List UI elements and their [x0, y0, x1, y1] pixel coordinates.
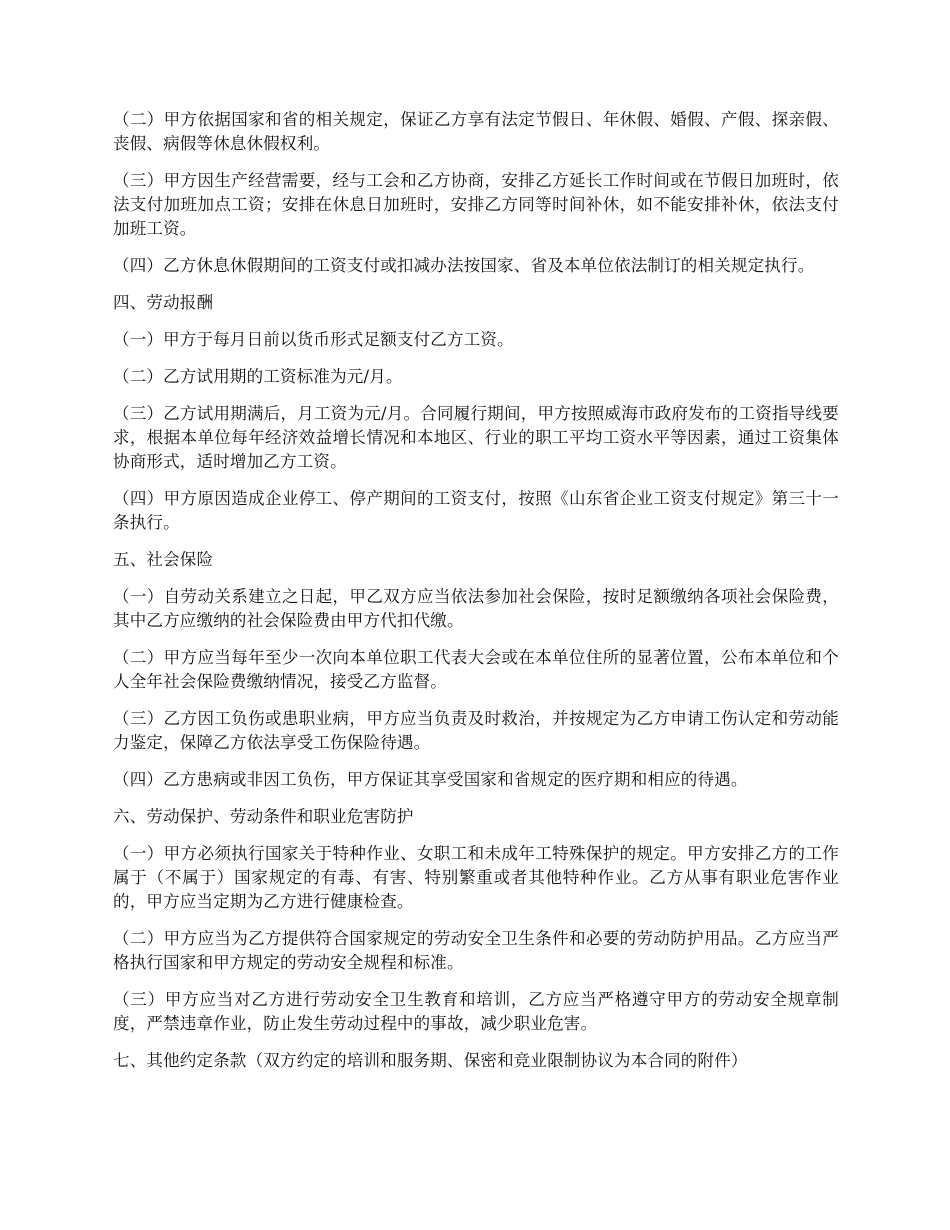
section-heading: 四、劳动报酬	[113, 293, 214, 312]
paragraph: （二）甲方依据国家和省的相关规定，保证乙方享有法定节假日、年休假、婚假、产假、探亲假、丧假、病假等休息休假权利。	[113, 110, 839, 153]
paragraph: （三）甲方因生产经营需要，经与工会和乙方协商，安排乙方延长工作时间或在节假日加班时，依法支付加班加点工资；安排在休息日加班时，安排乙方同等时间补休，如不能安排补休，依法支付加班工资。	[113, 171, 839, 238]
section-heading: 七、其他约定条款（双方约定的培训和服务期、保密和竞业限制协议为本合同的附件）	[113, 1051, 748, 1070]
paragraph: （一）自劳动关系建立之日起，甲乙双方应当依法参加社会保险，按时足额缴纳各项社会保险费，其中乙方应缴纳的社会保险费由甲方代扣代缴。	[113, 587, 839, 630]
paragraph: （三）乙方试用期满后，月工资为元/月。合同履行期间，甲方按照威海市政府发布的工资指导线要求，根据本单位每年经济效益增长情况和本地区、行业的职工平均工资水平等因素，通过工资集体协商形式，适时增加乙方工资。	[113, 404, 839, 471]
paragraph: （一）甲方必须执行国家关于特种作业、女职工和未成年工特殊保护的规定。甲方安排乙方的工作属于（不属于）国家规定的有毒、有害、特别繁重或者其他特种作业。乙方从事有职业危害作业的，甲方应当定期为乙方进行健康检查。	[113, 844, 839, 911]
paragraph: （三）甲方应当对乙方进行劳动安全卫生教育和培训，乙方应当严格遵守甲方的劳动安全规章制度，严禁违章作业，防止发生劳动过程中的事故，减少职业危害。	[113, 990, 839, 1033]
paragraph: （四）乙方休息休假期间的工资支付或扣减办法按国家、省及本单位依法制订的相关规定执行。	[113, 256, 815, 275]
paragraph: （二）甲方应当每年至少一次向本单位职工代表大会或在本单位住所的显著位置，公布本单位和个人全年社会保险费缴纳情况，接受乙方监督。	[113, 648, 839, 691]
paragraph: （四）乙方患病或非因工负伤，甲方保证其享受国家和省规定的医疗期和相应的待遇。	[113, 770, 748, 789]
section-heading: 六、劳动保护、劳动条件和职业危害防护	[113, 807, 414, 826]
paragraph: （四）甲方原因造成企业停工、停产期间的工资支付，按照《山东省企业工资支付规定》第三十一条执行。	[113, 489, 839, 532]
paragraph: （一）甲方于每月日前以货币形式足额支付乙方工资。	[113, 330, 514, 349]
paragraph: （二）乙方试用期的工资标准为元/月。	[113, 367, 403, 386]
paragraph: （二）甲方应当为乙方提供符合国家规定的劳动安全卫生条件和必要的劳动防护用品。乙方应当严格执行国家和甲方规定的劳动安全规程和标准。	[113, 929, 839, 972]
document-page	[113, 108, 839, 1086]
paragraph: （三）乙方因工负伤或患职业病，甲方应当负责及时救治，并按规定为乙方申请工伤认定和劳动能力鉴定，保障乙方依法享受工伤保险待遇。	[113, 709, 839, 752]
section-heading: 五、社会保险	[113, 550, 214, 569]
